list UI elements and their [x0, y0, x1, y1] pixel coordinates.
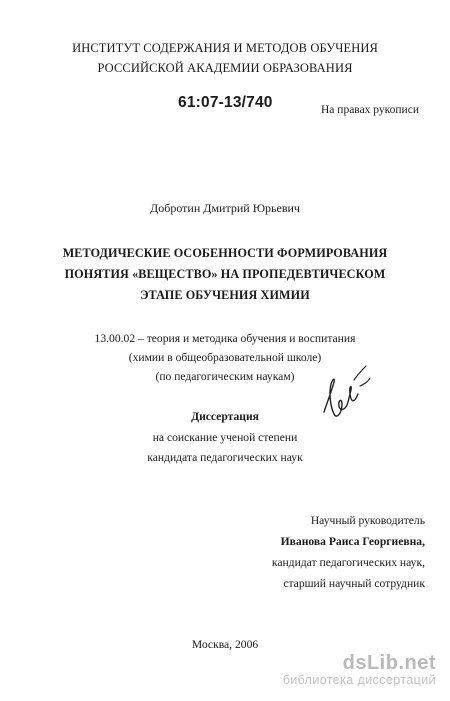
specialty-line-2: (химии в общеобразовательной школе) [128, 351, 322, 364]
institute-name-line-1: ИНСТИТУТ СОДЕРЖАНИЯ И МЕТОДОВ ОБУЧЕНИЯ [72, 41, 378, 55]
specialty-line-3: (по педагогическим наукам) [155, 370, 295, 383]
document-code: 61:07-13/740 [178, 94, 273, 111]
supervisor-name: Иванова Раиса Георгиевна, [280, 535, 425, 548]
supervisor-degree: кандидат педагогических наук, [271, 556, 425, 569]
institute-name-line-2: РОССИЙСКОЙ АКАДЕМИИ ОБРАЗОВАНИЯ [97, 61, 353, 75]
watermark-subtitle: библиотека диссертаций [282, 673, 436, 687]
title-line-2: ПОНЯТИЯ «ВЕЩЕСТВО» НА ПРОПЕДЕВТИЧЕСКОМ [64, 267, 386, 281]
author-name: Добротин Дмитрий Юрьевич [150, 201, 300, 215]
dissertation-degree-line-1: на соискание ученой степени [152, 431, 298, 444]
place-and-year: Москва, 2006 [191, 638, 259, 651]
supervisor-position: старший научный сотрудник [283, 577, 425, 590]
supervisor-role: Научный руководитель [310, 514, 425, 527]
title-line-1: МЕТОДИЧЕСКИЕ ОСОБЕННОСТИ ФОРМИРОВАНИЯ [62, 246, 388, 260]
rights-note: На правах рукописи [321, 104, 419, 116]
dissertation-degree-line-2: кандидата педагогических наук [147, 451, 303, 464]
watermark-logo: dsLib.net [342, 652, 436, 674]
dissertation-heading: Диссертация [191, 410, 259, 423]
title-line-3: ЭТАПЕ ОБУЧЕНИЯ ХИМИИ [140, 288, 310, 302]
handwritten-signature-icon [318, 360, 378, 432]
specialty-line-1: 13.00.02 – теория и методика обучения и воспитания [94, 332, 356, 345]
watermark [283, 652, 436, 687]
